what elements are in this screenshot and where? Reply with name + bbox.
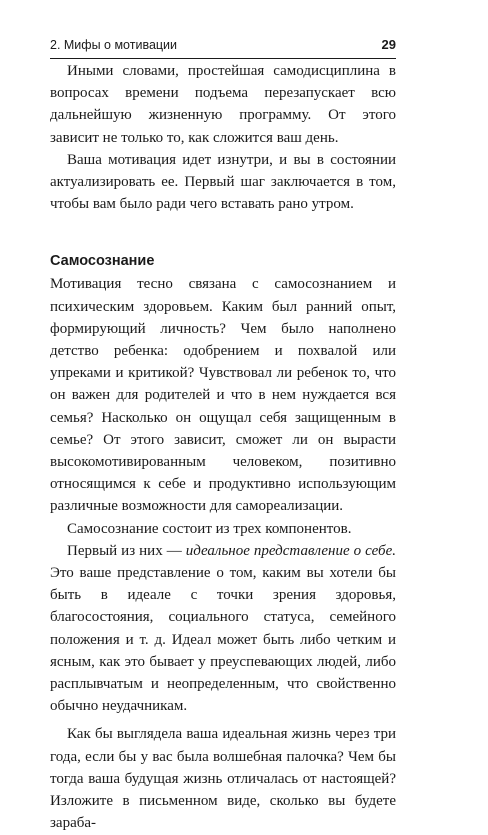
chapter-title: 2. Мифы о мотивации (50, 38, 178, 52)
paragraph-5-lead: Первый из них — (67, 542, 186, 559)
paragraph-1: Иными словами, простейшая самодисциплина в вопросах времени подъема перезапускает всю дальнейшую жизненную программу. От этого зависит не только то, как сложится ваш день. (50, 63, 396, 146)
paragraph-4: Самосознание состоит из трех компонентов. (67, 520, 352, 537)
paragraph-3: Мотивация тесно связана с самосознанием и психическим здоровьем. Каким был ранний опыт, формирующий личность? Чем было наполнено детство ребенка: одобрением и похвалой или упреками и критикой? Чувствовал ли ребенок то, что он важен для родителей и что в нем нуждается вся семья? Насколько он ощущал себя защищенным в семье? От этого зависит, сможет ли он вырасти высокомотивированным человеком, позитивно относящимся к себе и продуктивно использующим различные возможности для самореализации. (50, 276, 396, 515)
paragraph-2: Ваша мотивация идет изнутри, и вы в состоянии актуализировать ее. Первый шаг заключается в том, чтобы вам было ради чего вставать рано утром. (50, 151, 396, 213)
body-text (50, 60, 396, 835)
paragraph-6: Как бы выглядела ваша идеальная жизнь через три года, если бы у вас была волшебная палочка? Чем бы тогда ваша будущая жизнь отличалась от настоящей? Изложите в письменном виде, сколько вы будете зараба- (50, 726, 396, 832)
paragraph-5-emphasis: идеальное представление о себе. (185, 542, 397, 559)
paragraph-5-rest: Это ваше представление о том, каким вы хотели бы быть в идеале с точки зрения здоровья, благосостояния, социального статуса, семейного положения и т. д. Идеал может быть либо четким и ясным, как это бывает у преуспевающих людей, либо расплывчатым и неопределенным, что свойственно обычно неудачникам. (50, 565, 396, 715)
page-number: 29 (381, 37, 396, 52)
section-heading: Самосознание (50, 253, 155, 270)
paragraph-5 (50, 540, 396, 718)
running-header (50, 36, 396, 59)
